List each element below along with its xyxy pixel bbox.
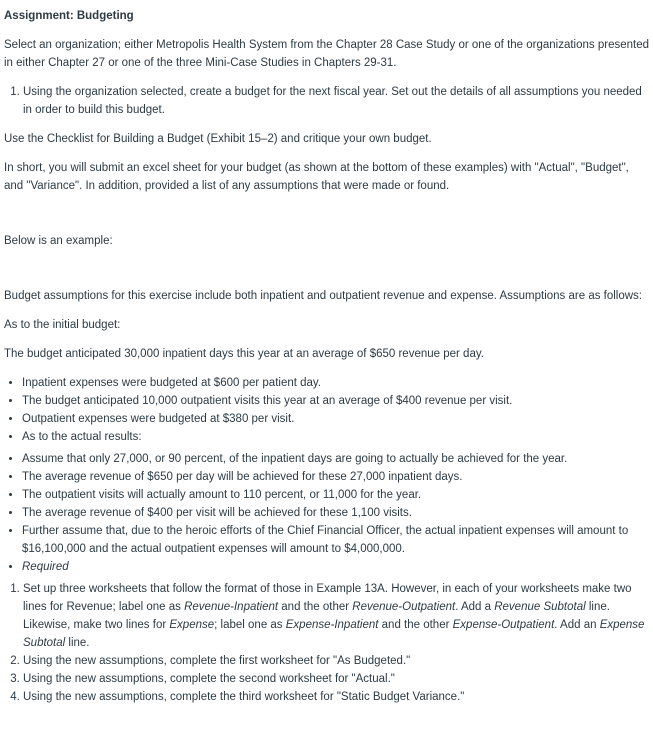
list-item: • Inpatient expenses were budgeted at $600 per patient day. — [22, 374, 649, 392]
assumptions-intro: Budget assumptions for this exercise include both inpatient and outpatient revenue and expense. Assumptions are as follows: — [4, 290, 643, 302]
task-item: 1. Using the organization selected, create a budget for the next fiscal year. Set out the details of all assumptions you needed in order to build this budget. — [23, 83, 649, 119]
summary-paragraph: In short, you will submit an excel sheet for your budget (as shown at the bottom of these examples) with "Actual", "Budget", and "Variance". In addition, provided a list of any assumptions that were made or found. — [4, 162, 629, 192]
step1-text: and the other — [278, 601, 353, 613]
step1-text: . Add a — [455, 601, 495, 613]
steps-list — [4, 580, 649, 706]
step1-term: Expense-Inpatient — [285, 619, 379, 631]
list-item: • The outpatient visits will actually amount to 110 percent, or 11,000 for the year. — [22, 486, 649, 504]
task-list — [4, 83, 649, 119]
bullet-list-initial — [4, 374, 649, 446]
step1-term: Revenue-Inpatient — [184, 601, 279, 613]
step1-text: line. Likewise, make two lines for — [23, 601, 610, 631]
step-item-4: 4. Using the new assumptions, complete the third worksheet for "Static Budget Variance." — [23, 688, 649, 706]
list-item: • Further assume that, due to the heroic efforts of the Chief Financial Officer, the actual inpatient expenses will amount to $16,100,000 and the actual outpatient expenses will amount to $4,000,000. — [22, 522, 649, 558]
step1-term: Expense — [169, 619, 215, 631]
step1-text: and the other — [378, 619, 453, 631]
example-label: Below is an example: — [4, 235, 113, 247]
initial-budget-line: The budget anticipated 30,000 inpatient days this year at an average of $650 revenue per day. — [4, 348, 484, 360]
step1-text: Set up three worksheets that follow the format of those in Example 13A. However, in each of your worksheets make two lines for Revenue; label one as — [23, 583, 632, 613]
step1-term: Expense-Outpatient — [452, 619, 555, 631]
list-item: • As to the actual results: — [22, 428, 649, 446]
list-item: • The average revenue of $650 per day will be achieved for these 27,000 inpatient days. — [22, 468, 649, 486]
step1-term: Expense Subtotal — [23, 619, 645, 649]
intro-paragraph: Select an organization; either Metropolis Health System from the Chapter 28 Case Study or one of the organizations presented in either Chapter 27 or one of the three Mini-Case Studies in Chapters 29-31. — [4, 39, 649, 69]
list-item: • Assume that only 27,000, or 90 percent, of the inpatient days are going to actually be achieved for the year. — [22, 450, 649, 468]
step1-text: ; label one as — [214, 619, 286, 631]
list-item: • The budget anticipated 10,000 outpatient visits this year at an average of $400 revenue per visit. — [22, 392, 649, 410]
step-item-2: 2. Using the new assumptions, complete the first worksheet for "As Budgeted." — [23, 652, 649, 670]
checklist-paragraph: Use the Checklist for Building a Budget (Exhibit 15–2) and critique your own budget. — [4, 133, 432, 145]
initial-budget-label: As to the initial budget: — [4, 319, 121, 331]
list-item: • Outpatient expenses were budgeted at $380 per visit. — [22, 410, 649, 428]
step1-text: line. — [65, 637, 90, 649]
step1-text: . Add an — [554, 619, 600, 631]
list-item: • The average revenue of $400 per visit will be achieved for these 1,100 visits. — [22, 504, 649, 522]
step1-term: Revenue Subtotal — [494, 601, 586, 613]
bullet-list-actual — [4, 450, 649, 576]
step-item-3: 3. Using the new assumptions, complete the second worksheet for "Actual." — [23, 670, 649, 688]
step-item-1 — [23, 580, 649, 652]
assignment-title: Assignment: Budgeting — [4, 10, 134, 22]
step1-term: Revenue-Outpatient — [352, 601, 456, 613]
required-item: • Required — [22, 558, 649, 576]
